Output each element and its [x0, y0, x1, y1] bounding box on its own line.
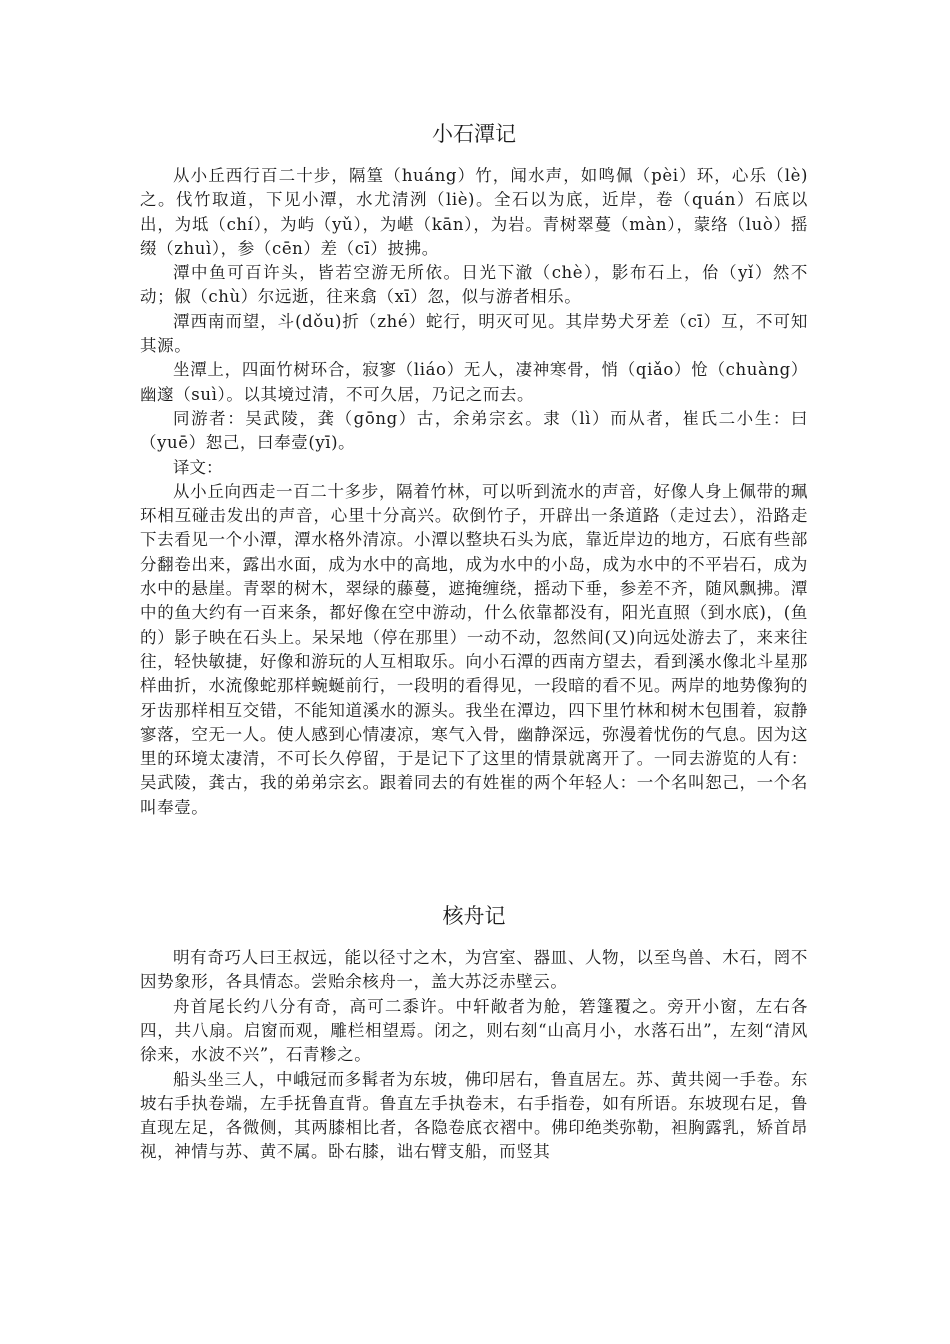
section-title: 核舟记 — [442, 904, 506, 929]
section-spacer — [140, 820, 808, 900]
document-page — [140, 118, 808, 1165]
paragraph: 从小丘西行百二十步，隔篁（huáng）竹，闻水声，如鸣佩（pèi）环，心乐（lè)之。伐竹取道，下见小潭，水尤清洌（liè)。全石以为底，近岸，卷（quán）石底以出，为坻（chí），为屿（yǔ），为嵁（kān），为岩。青树翠蔓（màn），蒙络（luò）摇缀（zhuì），参（cēn）差（cī）披拂。 — [140, 166, 808, 258]
paragraph: 船头坐三人，中峨冠而多髯者为东坡，佛印居右，鲁直居左。苏、黄共阅一手卷。东坡右手执卷端，左手抚鲁直背。鲁直左手执卷末，右手指卷，如有所语。东坡现右足，鲁直现左足，各微侧，其两膝相比者，各隐卷底衣褶中。佛印绝类弥勒，袒胸露乳，矫首昂视，神情与苏、黄不属。卧右膝，诎右臂支船，而竖其 — [140, 1069, 808, 1162]
paragraph: 潭中鱼可百许头，皆若空游无所依。日光下澈（chè），影布石上，佁（yǐ）然不动；俶（chù）尔远逝，往来翕（xī）忽，似与游者相乐。 — [140, 263, 808, 307]
paragraph: 潭西南而望，斗(dǒu)折（zhé）蛇行，明灭可见。其岸势犬牙差（cī）互，不可知其源。 — [140, 311, 808, 356]
translation-paragraph: 从小丘向西走一百二十多步，隔着竹林，可以听到流水的声音，好像人身上佩带的珮环相互碰击发出的声音，心里十分高兴。砍倒竹子，开辟出一条道路（走过去），沿路走下去看见一个小潭，潭水格外清凉。小潭以整块石头为底，靠近岸边的地方，石底有些部分翻卷出来，露出水面，成为水中的高地，成为水中的小岛，成为水中的不平岩石，成为水中的悬崖。青翠的树木，翠绿的藤蔓，遮掩缠绕，摇动下垂，参差不齐，随风飘拂。潭中的鱼大约有一百来条，都好像在空中游动，什么依靠都没有，阳光直照（到水底)，(鱼的）影子映在石头上。呆呆地（停在那里）一动不动，忽然间(又)向远处游去了，来来往往，轻快敏捷，好像和游玩的人互相取乐。向小石潭的西南方望去，看到溪水像北斗星那样曲折，水流像蛇那样蜿蜒前行，一段明的看得见，一段暗的看不见。两岸的地势像狗的牙齿那样相互交错，不能知道溪水的源头。我坐在潭边，四下里竹林和树木包围着，寂静寥落，空无一人。使人感到心情凄凉，寒气入骨，幽静深远，弥漫着忧伤的气息。因为这里的环境太凄清，不可长久停留，于是记下了这里的情景就离开了。一同去游览的人有：吴武陵，龚古，我的弟弟宗玄。跟着同去的有姓崔的两个年轻人：一个名叫恕己，一个名叫奉壹。 — [140, 481, 808, 817]
translation-label: 译文： — [173, 457, 223, 477]
paragraph: 明有奇巧人曰王叔远，能以径寸之木，为宫室、器皿、人物，以至鸟兽、木石，罔不因势象形，各具情态。尝贻余核舟一，盖大苏泛赤壁云。 — [140, 948, 808, 992]
paragraph: 同游者：吴武陵，龚（gōng）古，余弟宗玄。隶（lì）而从者，崔氏二小生：曰（yuē）恕己，曰奉壹(yī)。 — [140, 408, 808, 453]
paragraph: 坐潭上，四面竹树环合，寂寥（liáo）无人，凄神寒骨，悄（qiǎo）怆（chuàng）幽邃（suì）。以其境过清，不可久居，乃记之而去。 — [140, 360, 808, 404]
page-title: 小石潭记 — [432, 122, 516, 146]
paragraph: 舟首尾长约八分有奇，高可二黍许。中轩敞者为舱，箬篷覆之。旁开小窗，左右各四，共八扇。启窗而观，雕栏相望焉。闭之，则右刻“山高月小，水落石出”，左刻“清风徐来，水波不兴”，石青糁之。 — [140, 996, 808, 1065]
